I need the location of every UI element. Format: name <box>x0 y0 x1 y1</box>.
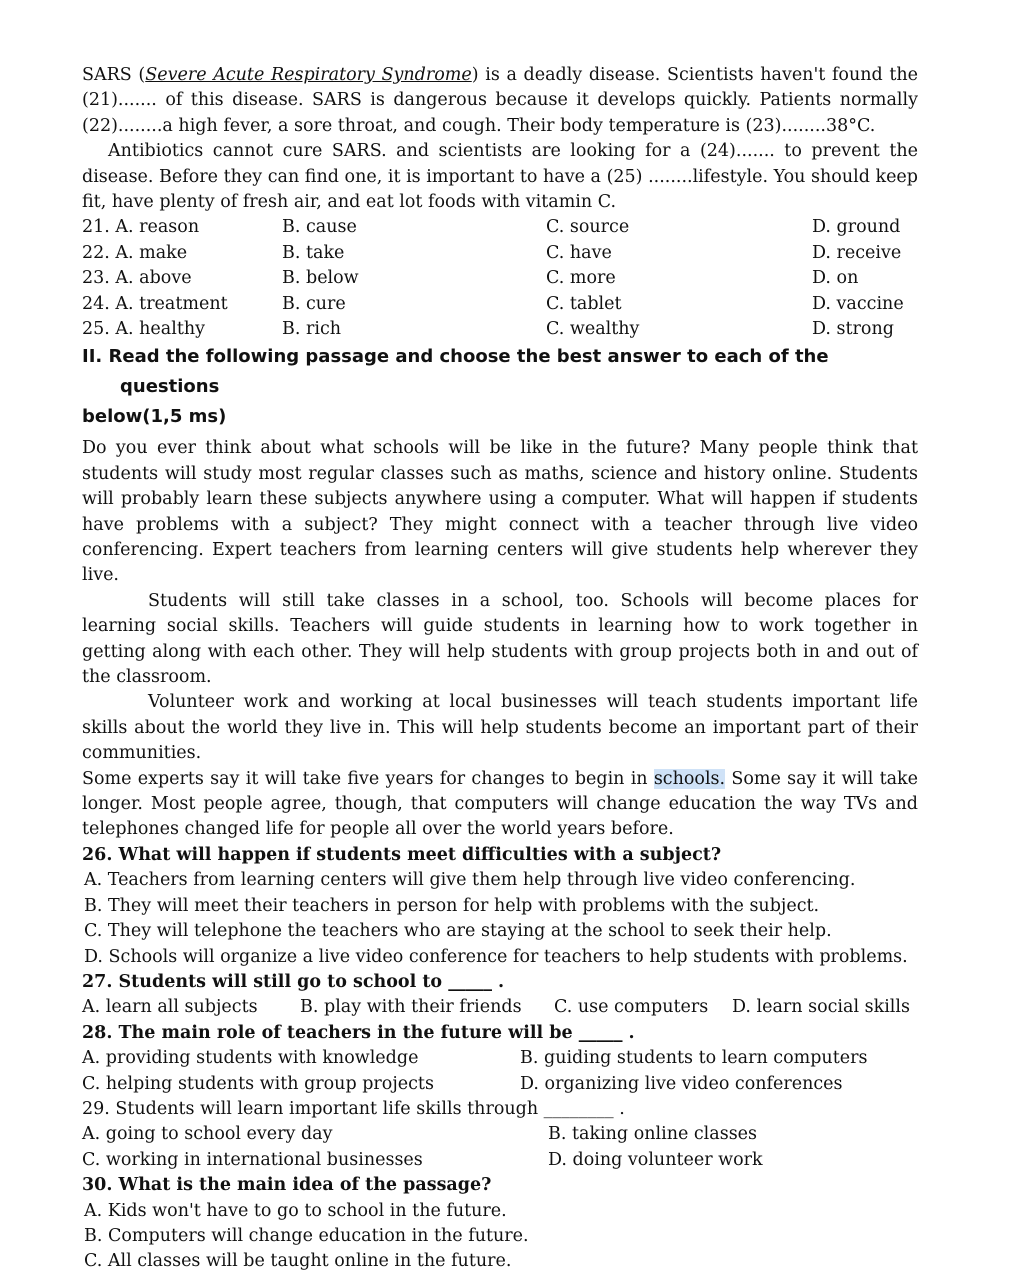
options-row-2 <box>82 1148 918 1173</box>
option-c: C. working in international businesses <box>82 1149 423 1170</box>
option-a: 23. A. above <box>82 268 192 289</box>
option-a: 24. A. treatment <box>82 293 228 314</box>
passage-paragraph-3: Volunteer work and working at local businesses will teach students important life skills about the world they live in. This will help students become an important part of their communities. <box>82 692 918 764</box>
cloze-options <box>82 215 918 342</box>
option-b: B. play with their friends <box>300 997 522 1018</box>
question-stem: 27. Students will still go to school to _____ . <box>82 971 505 992</box>
option-d: D. vaccine <box>812 293 904 314</box>
sars-paragraph-1 <box>82 63 918 139</box>
passage-paragraph-1: Do you ever think about what schools will be like in the future? Many people think that students will study most regular classes such as maths, science and history online. Students will probably learn these subjects anywhere using a computer. What will happen if students have problems with a subject? They might connect with a teacher through live video conferencing. Expert teachers from learning centers will give students help wherever they live. <box>82 438 918 586</box>
option-c: C. more <box>546 268 616 289</box>
option-b: B. guiding students to learn computers <box>520 1048 868 1069</box>
passage-paragraph-4 <box>82 767 918 843</box>
sars-intro: SARS ( <box>82 65 146 85</box>
option-d: D. receive <box>812 242 902 263</box>
sars-full-name: Severe Acute Respiratory Syndrome <box>145 65 472 85</box>
reading-passage <box>82 436 918 843</box>
question-28 <box>82 1021 918 1097</box>
option-b: B. taking online classes <box>548 1124 758 1145</box>
option-d: D. organizing live video conferences <box>520 1073 843 1094</box>
option-a: A. providing students with knowledge <box>82 1048 419 1069</box>
option-c: C. tablet <box>546 293 622 314</box>
question-row-23 <box>82 266 918 291</box>
question-stem: 29. Students will learn important life skills through ________ . <box>82 1098 625 1119</box>
option-a: 21. A. reason <box>82 217 200 238</box>
option-a: A. Teachers from learning centers will give them help through live video conferencing. <box>84 870 856 891</box>
options-row-1 <box>82 1046 918 1071</box>
sars-paragraph-2: Antibiotics cannot cure SARS. and scientists are looking for a (24)....... to prevent the disease. Before they can find one, it is important to have a (25) ........lifestyle. You should keep fit, have plenty of fresh air, and eat lot foods with vitamin C. <box>82 141 918 213</box>
option-d: D. Schools will organize a live video conference for teachers to help students with problems. <box>84 946 908 967</box>
question-stem: 26. What will happen if students meet difficulties with a subject? <box>82 844 722 865</box>
passage-p4-end: Some say it will take longer. Most people agree, though, that computers will change education the way TVs and telephones changed life for people all over the world years before. <box>82 768 918 840</box>
option-b: B. cause <box>282 217 357 238</box>
question-row-24 <box>82 292 918 317</box>
option-c: C. wealthy <box>546 319 640 339</box>
option-c: C. use computers <box>554 997 709 1018</box>
question-26 <box>82 843 918 970</box>
question-row-25 <box>82 317 918 342</box>
option-d: D. learn social skills <box>732 997 910 1018</box>
options-row-1 <box>82 1122 918 1147</box>
option-c: C. have <box>546 242 612 263</box>
option-a: 22. A. make <box>82 242 188 263</box>
section-title-points: below(1,5 ms) <box>82 406 227 428</box>
document-page <box>82 63 918 1275</box>
option-b: B. Computers will change education in the future. <box>84 1225 529 1246</box>
options-row-2 <box>82 1072 918 1097</box>
option-a: A. learn all subjects <box>82 997 258 1018</box>
option-b: B. rich <box>282 319 342 339</box>
section-title-cont: questions <box>120 376 220 398</box>
option-d: D. doing volunteer work <box>548 1149 763 1170</box>
option-b: B. They will meet their teachers in person for help with problems with the subject. <box>84 895 820 916</box>
passage-paragraph-2: Students will still take classes in a school, too. Schools will become places for learning social skills. Teachers will guide students in learning how to work together in getting along with each other. They will help students with group projects both in and out of the classroom. <box>82 590 918 688</box>
sars-paragraph-1-text: ) is a deadly disease. Scientists haven't found the (21)....... of this disease. SARS is dangerous because it develops quickly. Patients normally (22)........a high fever, a sore throat, and cough. Their body temperature is (23)........38°C. <box>82 65 918 136</box>
option-a: A. going to school every day <box>82 1124 333 1145</box>
option-c: C. All classes will be taught online in the future. <box>84 1251 512 1272</box>
highlighted-word[interactable]: schools. <box>653 768 726 789</box>
question-stem: 30. What is the main idea of the passage? <box>82 1175 492 1196</box>
question-stem: 28. The main role of teachers in the future will be _____ . <box>82 1022 635 1043</box>
option-c: C. They will telephone the teachers who are staying at the school to seek their help. <box>84 921 832 942</box>
question-27 <box>82 970 918 1021</box>
option-d: D. strong <box>812 319 894 339</box>
option-b: B. cure <box>282 293 346 314</box>
option-a: A. Kids won't have to go to school in the future. <box>84 1200 507 1221</box>
question-row-22 <box>82 241 918 266</box>
passage-p4-start: Some experts say it will take five years for changes to begin in <box>82 768 654 789</box>
option-c: C. source <box>546 217 630 238</box>
question-30 <box>82 1173 918 1275</box>
options-row <box>82 995 918 1020</box>
option-b: B. take <box>282 242 345 263</box>
option-d: D. on <box>812 268 859 289</box>
option-a: 25. A. healthy <box>82 319 206 339</box>
option-b: B. below <box>282 268 359 289</box>
option-c: C. helping students with group projects <box>82 1073 434 1094</box>
section-title: II. Read the following passage and choose the best answer to each of the <box>82 346 829 368</box>
question-row-21 <box>82 215 918 240</box>
question-29 <box>82 1097 918 1173</box>
option-d: D. ground <box>812 217 901 238</box>
